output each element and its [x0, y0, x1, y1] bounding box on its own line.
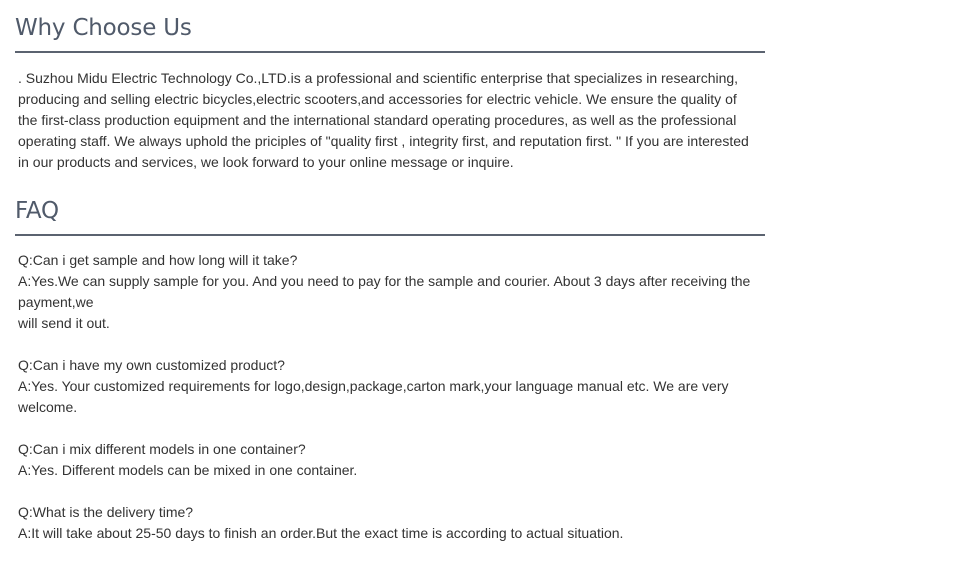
faq-question: Q:Can i get sample and how long will it take? [18, 252, 298, 268]
faq-item [15, 502, 758, 544]
company-description: . Suzhou Midu Electric Technology Co.,LTD.is a professional and scientific enterprise that specializes in researching, producing and selling electric bicycles,electric scooters,and accessories for electric vehicle. We ensure the quality of the first-class production equipment and the international standard operating procedures, as well as the professional operating staff. We always uphold the priciples of "quality first , integrity first, and reputation first. " If you are interested in our products and services, we look forward to your online message or inquire. [18, 70, 749, 170]
faq-answer: A:Yes. Your customized requirements for logo,design,package,carton mark,your language manual etc. We are very welcome. [18, 378, 729, 415]
faq-item [15, 250, 758, 334]
faq-item [15, 439, 758, 481]
why-choose-us-divider [15, 51, 765, 53]
faq-question: Q:Can i have my own customized product? [18, 357, 285, 373]
faq-answer-continued: will send it out. [18, 315, 110, 331]
faq-question: Q:Can i mix different models in one container? [18, 441, 306, 457]
faq-heading: FAQ [15, 198, 59, 224]
why-choose-us-section [15, 14, 765, 173]
why-choose-us-heading: Why Choose Us [15, 15, 192, 41]
faq-question: Q:What is the delivery time? [18, 504, 194, 520]
faq-answer: A:It will take about 25-50 days to finish an order.But the exact time is according to actual situation. [18, 525, 624, 541]
faq-section [15, 197, 765, 565]
faq-item [15, 355, 758, 418]
faq-divider [15, 234, 765, 236]
faq-list [15, 250, 765, 544]
faq-answer: A:Yes.We can supply sample for you. And you need to pay for the sample and courier. About 3 days after receiving the payment,we [18, 273, 751, 310]
faq-answer: A:Yes. Different models can be mixed in one container. [18, 462, 358, 478]
